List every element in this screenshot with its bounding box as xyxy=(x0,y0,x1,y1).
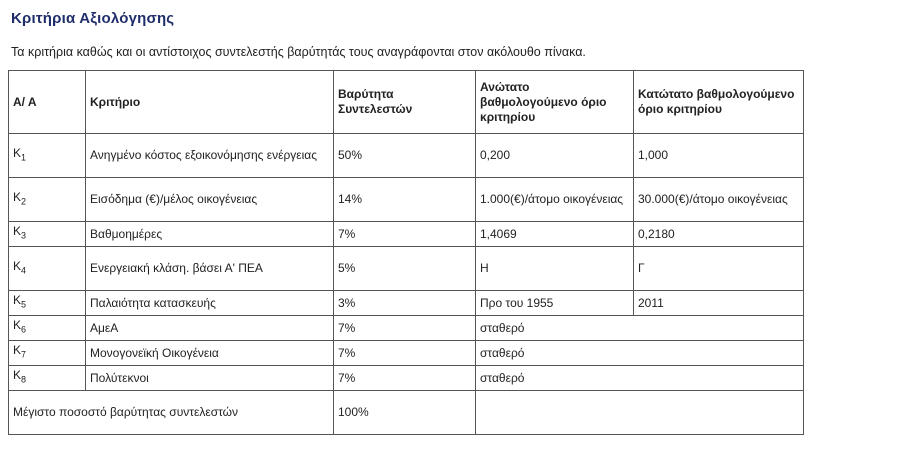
row-upper-limit: Προ του 1955 xyxy=(476,291,634,316)
total-empty-cell xyxy=(476,391,804,435)
row-upper-limit: 1.000(€)/άτομο οικογένειας xyxy=(476,178,634,222)
row-lower-limit: 2011 xyxy=(634,291,804,316)
table-row xyxy=(9,247,804,291)
row-criterion: Μονογονεϊκή Οικογένεια xyxy=(86,341,334,366)
row-lower-limit: Γ xyxy=(634,247,804,291)
row-lower-limit: 0,2180 xyxy=(634,222,804,247)
row-criterion: Παλαιότητα κατασκευής xyxy=(86,291,334,316)
row-upper-limit: Η xyxy=(476,247,634,291)
row-weight: 50% xyxy=(334,134,476,178)
row-criterion: ΑμεΑ xyxy=(86,316,334,341)
table-row xyxy=(9,222,804,247)
row-criterion: Ενεργειακή κλάση. βάσει Α' ΠΕΑ xyxy=(86,247,334,291)
header-num: Α/ Α xyxy=(9,71,86,134)
row-weight: 7% xyxy=(334,341,476,366)
row-id: $K_6$ xyxy=(9,316,86,341)
table-row xyxy=(9,134,804,178)
row-weight: 14% xyxy=(334,178,476,222)
total-weight: 100% xyxy=(334,391,476,435)
table-row xyxy=(9,341,804,366)
row-id: $K_4$ xyxy=(9,247,86,291)
table-row xyxy=(9,178,804,222)
table-row xyxy=(9,291,804,316)
row-fixed-value: σταθερό xyxy=(476,316,804,341)
row-id: $K_2$ xyxy=(9,178,86,222)
row-criterion: Ανηγμένο κόστος εξοικονόμησης ενέργειας xyxy=(86,134,334,178)
row-fixed-value: σταθερό xyxy=(476,341,804,366)
table-row xyxy=(9,366,804,391)
header-upper-limit: Ανώτατο βαθμολογούμενο όριο κριτηρίου xyxy=(476,71,634,134)
row-weight: 7% xyxy=(334,366,476,391)
header-criterion: Κριτήριο xyxy=(86,71,334,134)
row-lower-limit: 30.000(€)/άτομο οικογένειας xyxy=(634,178,804,222)
row-upper-limit: 0,200 xyxy=(476,134,634,178)
header-lower-limit: Κατώτατο βαθμολογούμενο όριο κριτηρίου xyxy=(634,71,804,134)
row-id: $K_7$ xyxy=(9,341,86,366)
row-lower-limit: 1,000 xyxy=(634,134,804,178)
row-criterion: Βαθμοημέρες xyxy=(86,222,334,247)
section-heading: Κριτήρια Αξιολόγησης xyxy=(11,10,175,27)
row-weight: 3% xyxy=(334,291,476,316)
header-weight: Βαρύτητα Συντελεστών xyxy=(334,71,476,134)
intro-text: Τα κριτήρια καθώς και οι αντίστοιχος συντελεστής βαρύτητάς τους αναγράφονται στον ακόλουθο πίνακα. xyxy=(11,45,586,59)
total-label: Μέγιστο ποσοστό βαρύτητας συντελεστών xyxy=(9,391,334,435)
row-id: $K_8$ xyxy=(9,366,86,391)
criteria-table xyxy=(8,70,804,435)
row-id: $K_1$ xyxy=(9,134,86,178)
row-fixed-value: σταθερό xyxy=(476,366,804,391)
row-weight: 7% xyxy=(334,316,476,341)
row-criterion: Εισόδημα (€)/μέλος οικογένειας xyxy=(86,178,334,222)
row-id: $K_3$ xyxy=(9,222,86,247)
row-weight: 5% xyxy=(334,247,476,291)
table-total-row xyxy=(9,391,804,435)
table-row xyxy=(9,316,804,341)
row-upper-limit: 1,4069 xyxy=(476,222,634,247)
row-id: $K_5$ xyxy=(9,291,86,316)
row-criterion: Πολύτεκνοι xyxy=(86,366,334,391)
table-header-row xyxy=(9,71,804,134)
row-weight: 7% xyxy=(334,222,476,247)
